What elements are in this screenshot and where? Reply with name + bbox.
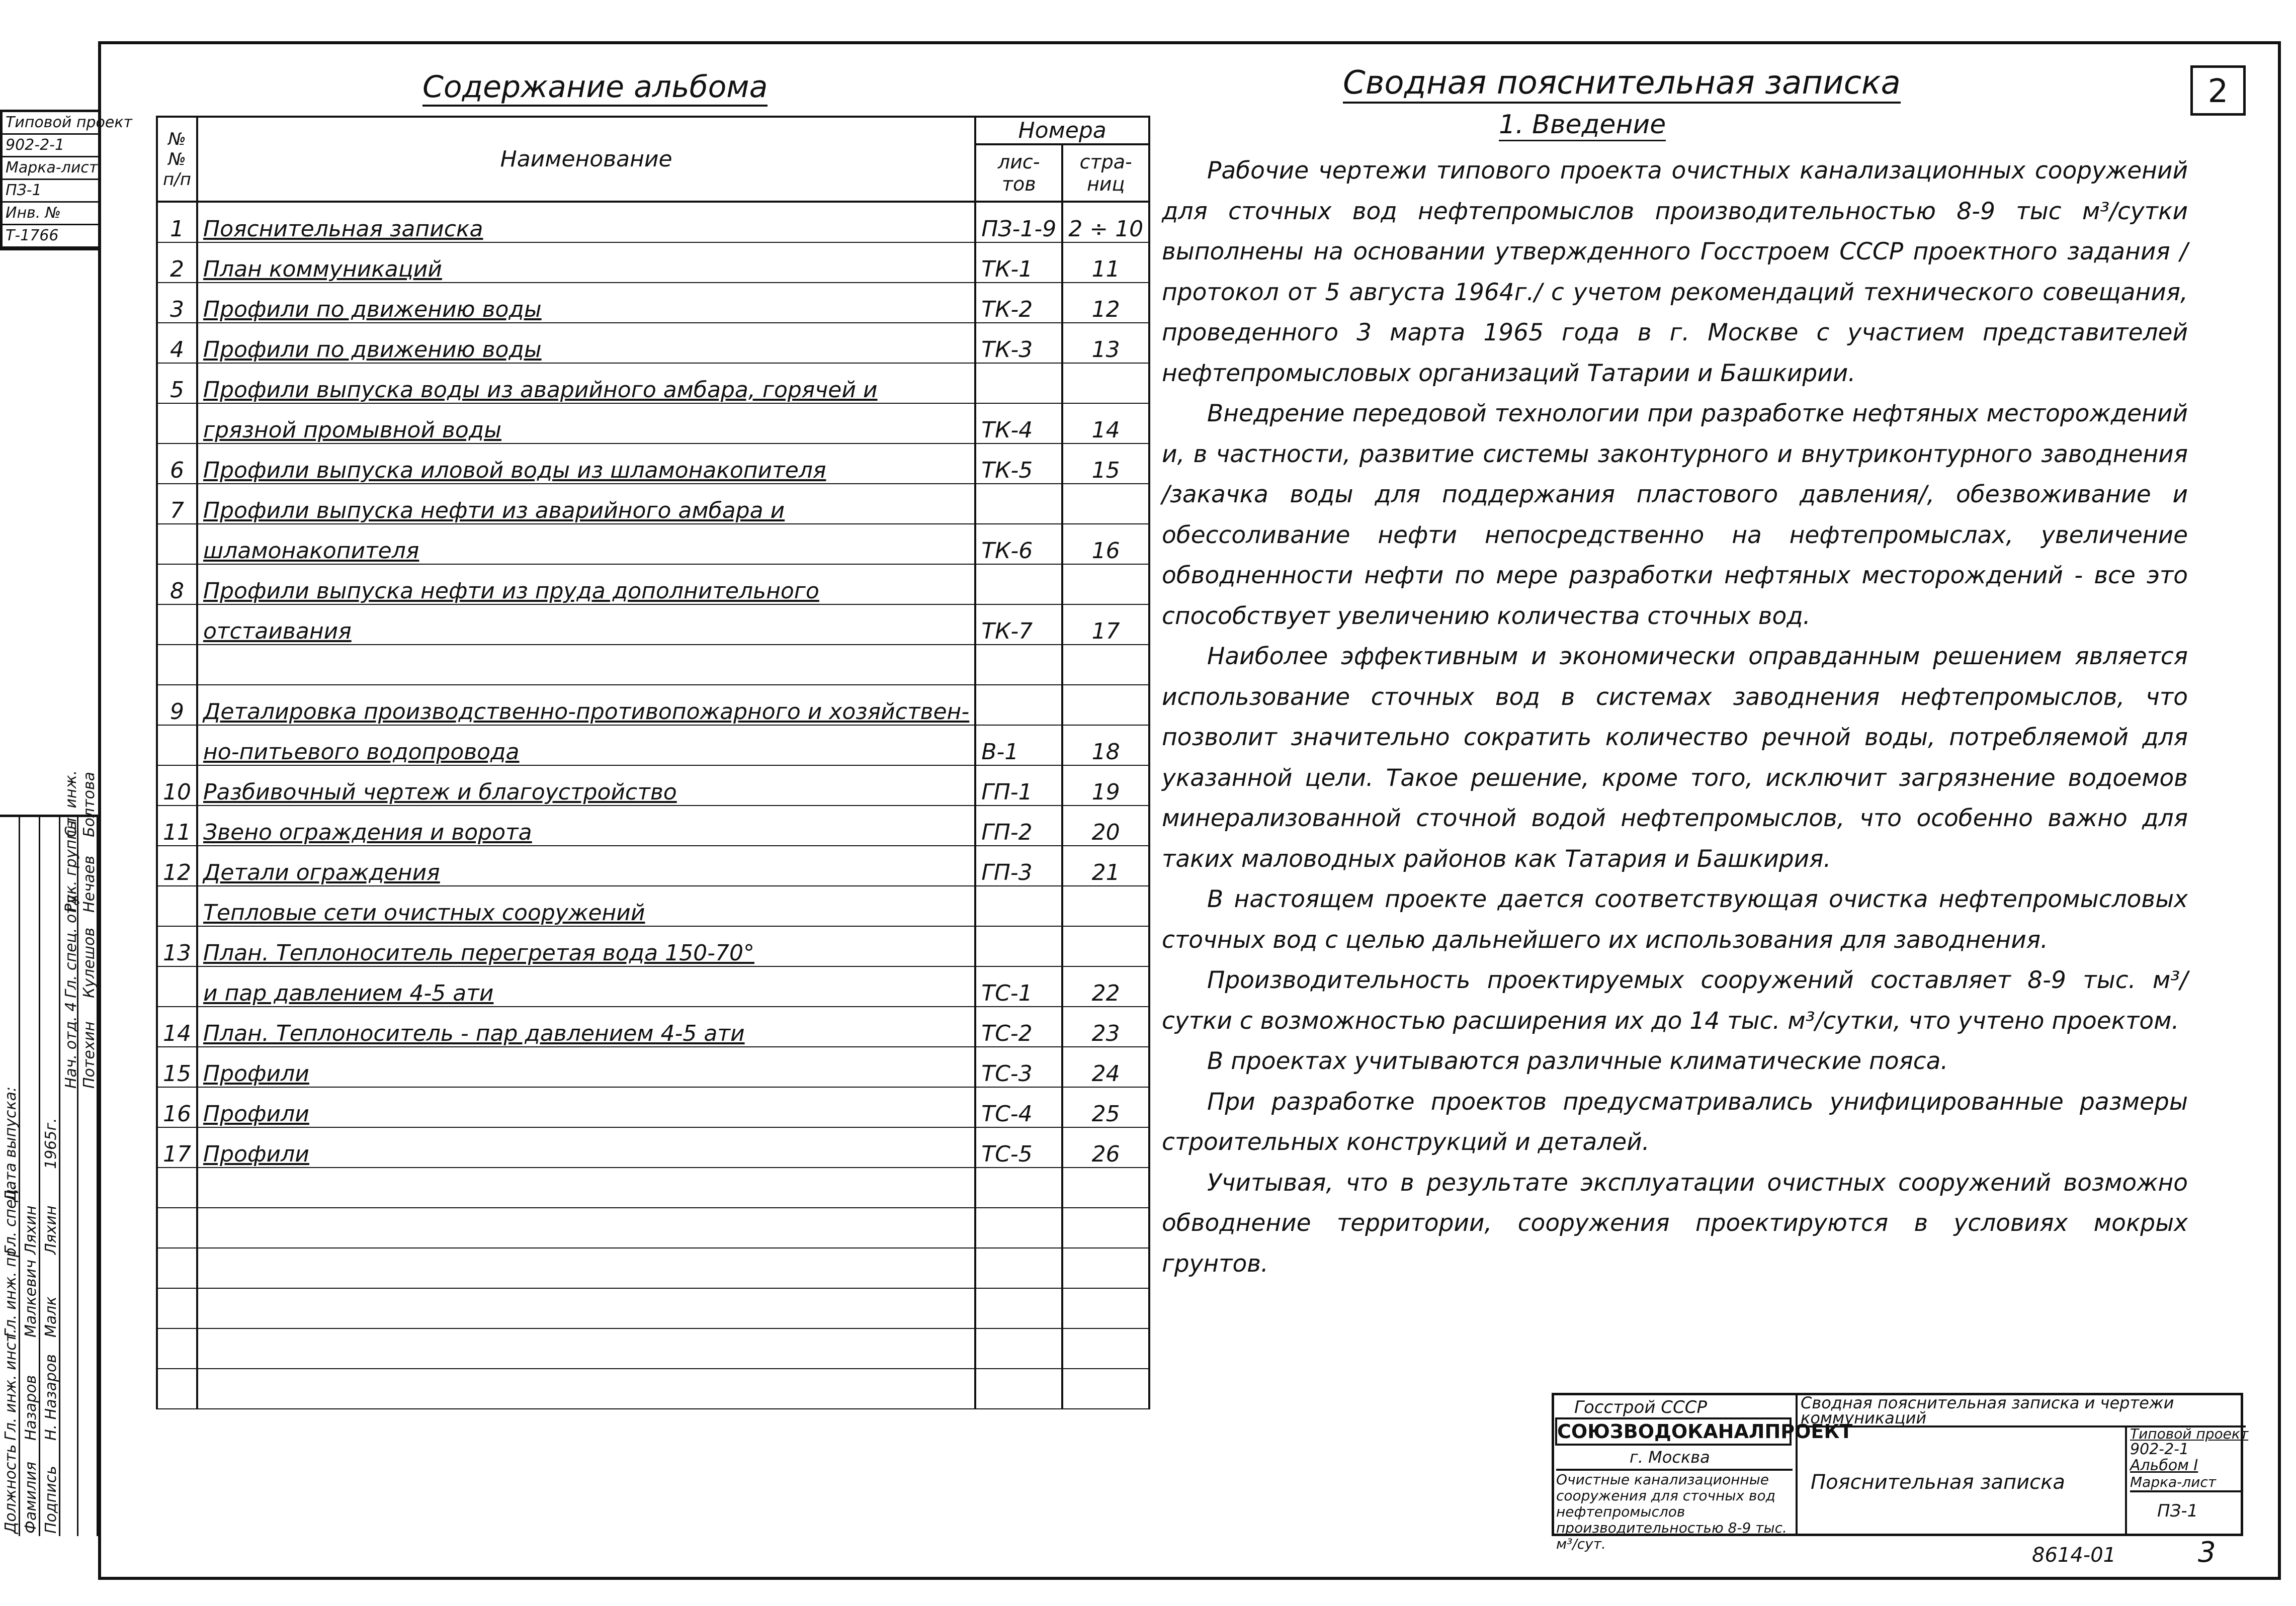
row-number: 4 (157, 323, 197, 363)
row-name: План. Теплоноситель перегретая вода 150-70° (197, 926, 975, 966)
row-name: Профили (197, 1087, 975, 1127)
row-number (157, 1168, 197, 1208)
row-number (157, 1288, 197, 1328)
row-sheet (975, 1168, 1062, 1208)
org-name: СОЮЗВОДОКАНАЛПРОЕКТ (1555, 1417, 1792, 1446)
row-number: 15 (157, 1047, 197, 1087)
toc-table (156, 116, 1150, 1409)
header-numbers: Номера (975, 117, 1149, 144)
row-number: 7 (157, 484, 197, 524)
sheet-number: 3 (2198, 1536, 2216, 1569)
row-name: Профили (197, 1127, 975, 1168)
row-page (1062, 1168, 1149, 1208)
row-number (157, 1208, 197, 1248)
table-row (157, 1047, 1149, 1087)
table-row (157, 1007, 1149, 1047)
row-name: Пояснительная записка (197, 202, 975, 242)
table-row (157, 524, 1149, 564)
row-number: 12 (157, 846, 197, 886)
row-sheet: ТК-6 (975, 524, 1062, 564)
note-body (1162, 151, 2188, 1284)
row-page: 15 (1062, 443, 1149, 484)
org-city: г. Москва (1630, 1448, 1710, 1467)
row-page (1062, 564, 1149, 604)
vertical-label: Нач. отд. 4 (62, 1002, 80, 1089)
side-stamp-line: Т-1766 (3, 225, 98, 248)
row-page (1062, 1369, 1149, 1409)
row-number: 9 (157, 685, 197, 725)
row-name: Тепловые сети очистных сооружений (197, 886, 975, 926)
row-sheet (975, 484, 1062, 524)
row-sheet (975, 1208, 1062, 1248)
table-row (157, 1127, 1149, 1168)
page-number: 2 (2190, 65, 2246, 116)
row-page (1062, 1288, 1149, 1328)
mark: ПЗ-1 (2157, 1501, 2198, 1521)
row-sheet (975, 685, 1062, 725)
paragraph: Учитывая, что в результате эксплуатации очистных сооружений возможно обводнение территории, сооружения проектируются в условиях мокрых грунтов. (1162, 1169, 2188, 1278)
table-row (157, 283, 1149, 323)
vertical-label: Болтова (80, 771, 98, 837)
row-sheet (975, 564, 1062, 604)
paragraph: Наиболее эффективным и экономически оправданным решением является использование сточных вод в системах заводнения нефтепромыслов, что позволит значительно сократить количество речной воды, потребляемой для указанной цели. Такое решение, кроме того, исключит загрязнение водоемов минерализованной сточной водой нефтепромыслов, что особенно важно для таких маловодных районов как Татария и Башкирия. (1162, 643, 2188, 873)
side-stamp-line: Инв. № (3, 203, 98, 225)
row-number: 10 (157, 765, 197, 806)
row-name: Звено ограждения и ворота (197, 806, 975, 846)
row-name: Профили выпуска воды из аварийного амбара, горячей и (197, 363, 975, 403)
row-name: Детали ограждения (197, 846, 975, 886)
row-sheet: ТК-5 (975, 443, 1062, 484)
table-row (157, 484, 1149, 524)
org-cell (1554, 1395, 1853, 1552)
row-number: 5 (157, 363, 197, 403)
album-title-cell (1796, 1395, 2246, 1427)
paragraph: В проектах учитываются различные климатические пояса. (1207, 1047, 1948, 1075)
row-number: 11 (157, 806, 197, 846)
row-number (157, 966, 197, 1007)
org-top: Госстрой СССР (1574, 1397, 1707, 1417)
row-sheet: ТС-1 (975, 966, 1062, 1007)
table-row (157, 725, 1149, 765)
row-sheet: ТК-2 (975, 283, 1062, 323)
row-sheet (975, 363, 1062, 403)
section-heading: 1. Введение (1499, 110, 1666, 141)
row-page: 23 (1062, 1007, 1149, 1047)
vertical-label: Фамилия (22, 1461, 40, 1534)
row-number (157, 886, 197, 926)
row-number (157, 645, 197, 685)
row-page: 21 (1062, 846, 1149, 886)
row-name: Профили (197, 1047, 975, 1087)
row-name: Разбивочный чертеж и благоустройство (197, 765, 975, 806)
inventory-number: 8614-01 (2032, 1544, 2116, 1567)
row-name: Деталировка производственно-противопожарного и хозяйствен- (197, 685, 975, 725)
row-sheet: ТК-3 (975, 323, 1062, 363)
row-sheet (975, 886, 1062, 926)
vertical-label: Ляхин (22, 1205, 40, 1255)
project-code-cell (2125, 1425, 2248, 1536)
row-name: грязной промывной воды (197, 403, 975, 443)
side-stamp-line: Типовой проект (3, 112, 98, 135)
row-page: 19 (1062, 765, 1149, 806)
vertical-label: Назаров (22, 1375, 40, 1441)
row-number: 13 (157, 926, 197, 966)
row-sheet: ТС-5 (975, 1127, 1062, 1168)
row-number (157, 1248, 197, 1288)
row-number (157, 725, 197, 765)
title-block (1552, 1393, 2249, 1552)
side-stamp-line: ПЗ-1 (3, 180, 98, 203)
row-page (1062, 645, 1149, 685)
row-name: отстаивания (197, 604, 975, 645)
table-row (157, 966, 1149, 1007)
row-sheet (975, 645, 1062, 685)
vertical-label: Гл. инж. инст. (2, 1328, 20, 1441)
row-name: План. Теплоноситель - пар давлением 4-5 ати (197, 1007, 975, 1047)
row-name: и пар давлением 4-5 ати (197, 966, 975, 1007)
row-name: шламонакопителя (197, 524, 975, 564)
row-sheet: ТК-1 (975, 242, 1062, 283)
note-title: Сводная пояснительная записка (1343, 64, 1901, 104)
vertical-label: Должность (2, 1444, 20, 1534)
paragraph: Внедрение передовой технологии при разработке нефтяных месторождений и, в частности, развитие системы законтурного и внутриконтурного заводнения /закачка воды для поддержания пластового давления/, обезвоживание и обессоливание нефти непосредственно на нефтепромыслах, увеличение обводненности нефти по мере разработки нефтяных месторождений - все это способствует увеличению количества сточных вод. (1162, 400, 2188, 630)
table-row (157, 645, 1149, 685)
table-row (157, 604, 1149, 645)
row-page: 16 (1062, 524, 1149, 564)
table-row (157, 443, 1149, 484)
table-row (157, 1248, 1149, 1288)
vertical-label: Дата выпуска: (2, 1086, 20, 1202)
table-row (157, 886, 1149, 926)
row-page: 11 (1062, 242, 1149, 283)
row-sheet: ТК-7 (975, 604, 1062, 645)
row-sheet: ТС-4 (975, 1087, 1062, 1127)
paragraph: Рабочие чертежи типового проекта очистных канализационных сооружений для сточных вод нефтепромыслов производительностью 8-9 тыс м³/сутки выполнены на основании утвержденного Госстроем СССР проектного задания /протокол от 5 августа 1964г./ с учетом рекомендаций технического совещания, проведенного 3 марта 1965 года в г. Москве с участием представителей нефтепромысловых организаций Татарии и Башкирии. (1162, 157, 2188, 387)
album-number: Альбом I (2130, 1457, 2198, 1474)
row-page: 20 (1062, 806, 1149, 846)
row-sheet (975, 1328, 1062, 1369)
row-sheet: ТК-4 (975, 403, 1062, 443)
table-row (157, 1208, 1149, 1248)
row-name (197, 645, 975, 685)
sheet-title: Пояснительная записка (1811, 1471, 2065, 1494)
signature-block (0, 770, 98, 1536)
mark-label: Марка-лист (2130, 1474, 2241, 1492)
table-row (157, 926, 1149, 966)
vertical-label: Рук. группы (62, 818, 80, 913)
row-number: 2 (157, 242, 197, 283)
project-description: Очистные канализационные сооружения для сточных вод нефтепромыслов производительностью 8-9 тыс. м³/сут. (1556, 1469, 1793, 1552)
row-page: 17 (1062, 604, 1149, 645)
table-row (157, 1369, 1149, 1409)
row-page (1062, 886, 1149, 926)
vertical-label: 1965г. (42, 1118, 60, 1169)
row-sheet (975, 1288, 1062, 1328)
row-sheet: ТС-2 (975, 1007, 1062, 1047)
row-page: 2 ÷ 10 (1062, 202, 1149, 242)
row-number: 14 (157, 1007, 197, 1047)
paragraph: При разработке проектов предусматривались унифицированные размеры строительных конструкций и деталей. (1162, 1088, 2188, 1156)
vertical-label: Кулешов (80, 927, 98, 998)
row-name: План коммуникаций (197, 242, 975, 283)
row-name: Профили выпуска нефти из пруда дополнительного (197, 564, 975, 604)
vertical-label: Малкевич (22, 1260, 40, 1337)
row-name: Профили выпуска иловой воды из шламонакопителя (197, 443, 975, 484)
paragraph: В настоящем проекте дается соответствующая очистка нефтепромысловых сточных вод с целью дальнейшего их использования для заводнения. (1162, 885, 2188, 954)
row-page (1062, 1328, 1149, 1369)
row-number (157, 524, 197, 564)
row-name (197, 1168, 975, 1208)
typ-project-code: 902-2-1 (2130, 1441, 2189, 1458)
vertical-label: Гл. инж. пр. (2, 1242, 20, 1337)
row-page: 13 (1062, 323, 1149, 363)
row-sheet (975, 926, 1062, 966)
row-page: 12 (1062, 283, 1149, 323)
table-row (157, 846, 1149, 886)
vertical-label: Малк (42, 1296, 60, 1337)
row-number: 1 (157, 202, 197, 242)
header-sheets: лис- тов (975, 144, 1062, 202)
vertical-label: Гл. спец. отд. (62, 889, 80, 998)
paragraph: Производительность проектируемых сооружений составляет 8-9 тыс. м³/сутки с возможностью расширения их до 14 тыс. м³/сутки, что учтено проектом. (1162, 966, 2188, 1035)
row-sheet (975, 1369, 1062, 1409)
row-sheet: ГП-1 (975, 765, 1062, 806)
side-stamp-line: Марка-лист (3, 157, 98, 180)
row-sheet: ГП-3 (975, 846, 1062, 886)
vertical-label: Потехин (80, 1021, 98, 1089)
vertical-label: Ляхин (42, 1205, 60, 1255)
vertical-label: Н. Назаров (42, 1354, 60, 1441)
row-number (157, 1369, 197, 1409)
row-page: 26 (1062, 1127, 1149, 1168)
row-number (157, 403, 197, 443)
row-name (197, 1328, 975, 1369)
row-name: Профили выпуска нефти из аварийного амбара и (197, 484, 975, 524)
table-row (157, 1168, 1149, 1208)
table-row (157, 323, 1149, 363)
table-row (157, 202, 1149, 242)
row-page (1062, 926, 1149, 966)
typ-project-label: Типовой проект (2130, 1425, 2249, 1442)
header-name: Наименование (197, 117, 975, 202)
table-row (157, 242, 1149, 283)
row-name (197, 1369, 975, 1409)
row-sheet: ТС-3 (975, 1047, 1062, 1087)
row-number: 6 (157, 443, 197, 484)
row-number: 17 (157, 1127, 197, 1168)
vertical-label: Гл. спец. (2, 1184, 20, 1255)
row-page (1062, 685, 1149, 725)
header-pages: стра- ниц (1062, 144, 1149, 202)
row-name: Профили по движению воды (197, 283, 975, 323)
row-page (1062, 363, 1149, 403)
album-title: Сводная пояснительная записка и чертежи коммуникаций (1801, 1393, 2174, 1427)
table-row (157, 806, 1149, 846)
row-page: 18 (1062, 725, 1149, 765)
row-sheet: В-1 (975, 725, 1062, 765)
row-page: 22 (1062, 966, 1149, 1007)
table-row (157, 363, 1149, 403)
row-name (197, 1288, 975, 1328)
row-sheet: ГП-2 (975, 806, 1062, 846)
header-num: №№ п/п (157, 117, 197, 202)
row-sheet (975, 1248, 1062, 1288)
table-row (157, 403, 1149, 443)
row-number: 3 (157, 283, 197, 323)
vertical-label: Подпись (42, 1466, 60, 1534)
row-page: 25 (1062, 1087, 1149, 1127)
row-number (157, 1328, 197, 1369)
row-name (197, 1248, 975, 1288)
row-page (1062, 1208, 1149, 1248)
row-number: 16 (157, 1087, 197, 1127)
table-row (157, 685, 1149, 725)
table-row (157, 1328, 1149, 1369)
row-page (1062, 484, 1149, 524)
row-number: 8 (157, 564, 197, 604)
vertical-label: Нечаев (80, 855, 98, 913)
row-page: 14 (1062, 403, 1149, 443)
row-name: но-питьевого водопровода (197, 725, 975, 765)
table-row (157, 564, 1149, 604)
table-row (157, 765, 1149, 806)
toc-title: Содержание альбома (422, 69, 768, 107)
row-page (1062, 1248, 1149, 1288)
table-row (157, 1087, 1149, 1127)
table-row (157, 1288, 1149, 1328)
row-sheet: ПЗ-1-9 (975, 202, 1062, 242)
vertical-label: Ст. инж. (62, 770, 80, 837)
row-number (157, 604, 197, 645)
row-name (197, 1208, 975, 1248)
row-name: Профили по движению воды (197, 323, 975, 363)
side-stamp (0, 110, 132, 250)
side-stamp-line: 902-2-1 (3, 135, 98, 157)
row-page: 24 (1062, 1047, 1149, 1087)
